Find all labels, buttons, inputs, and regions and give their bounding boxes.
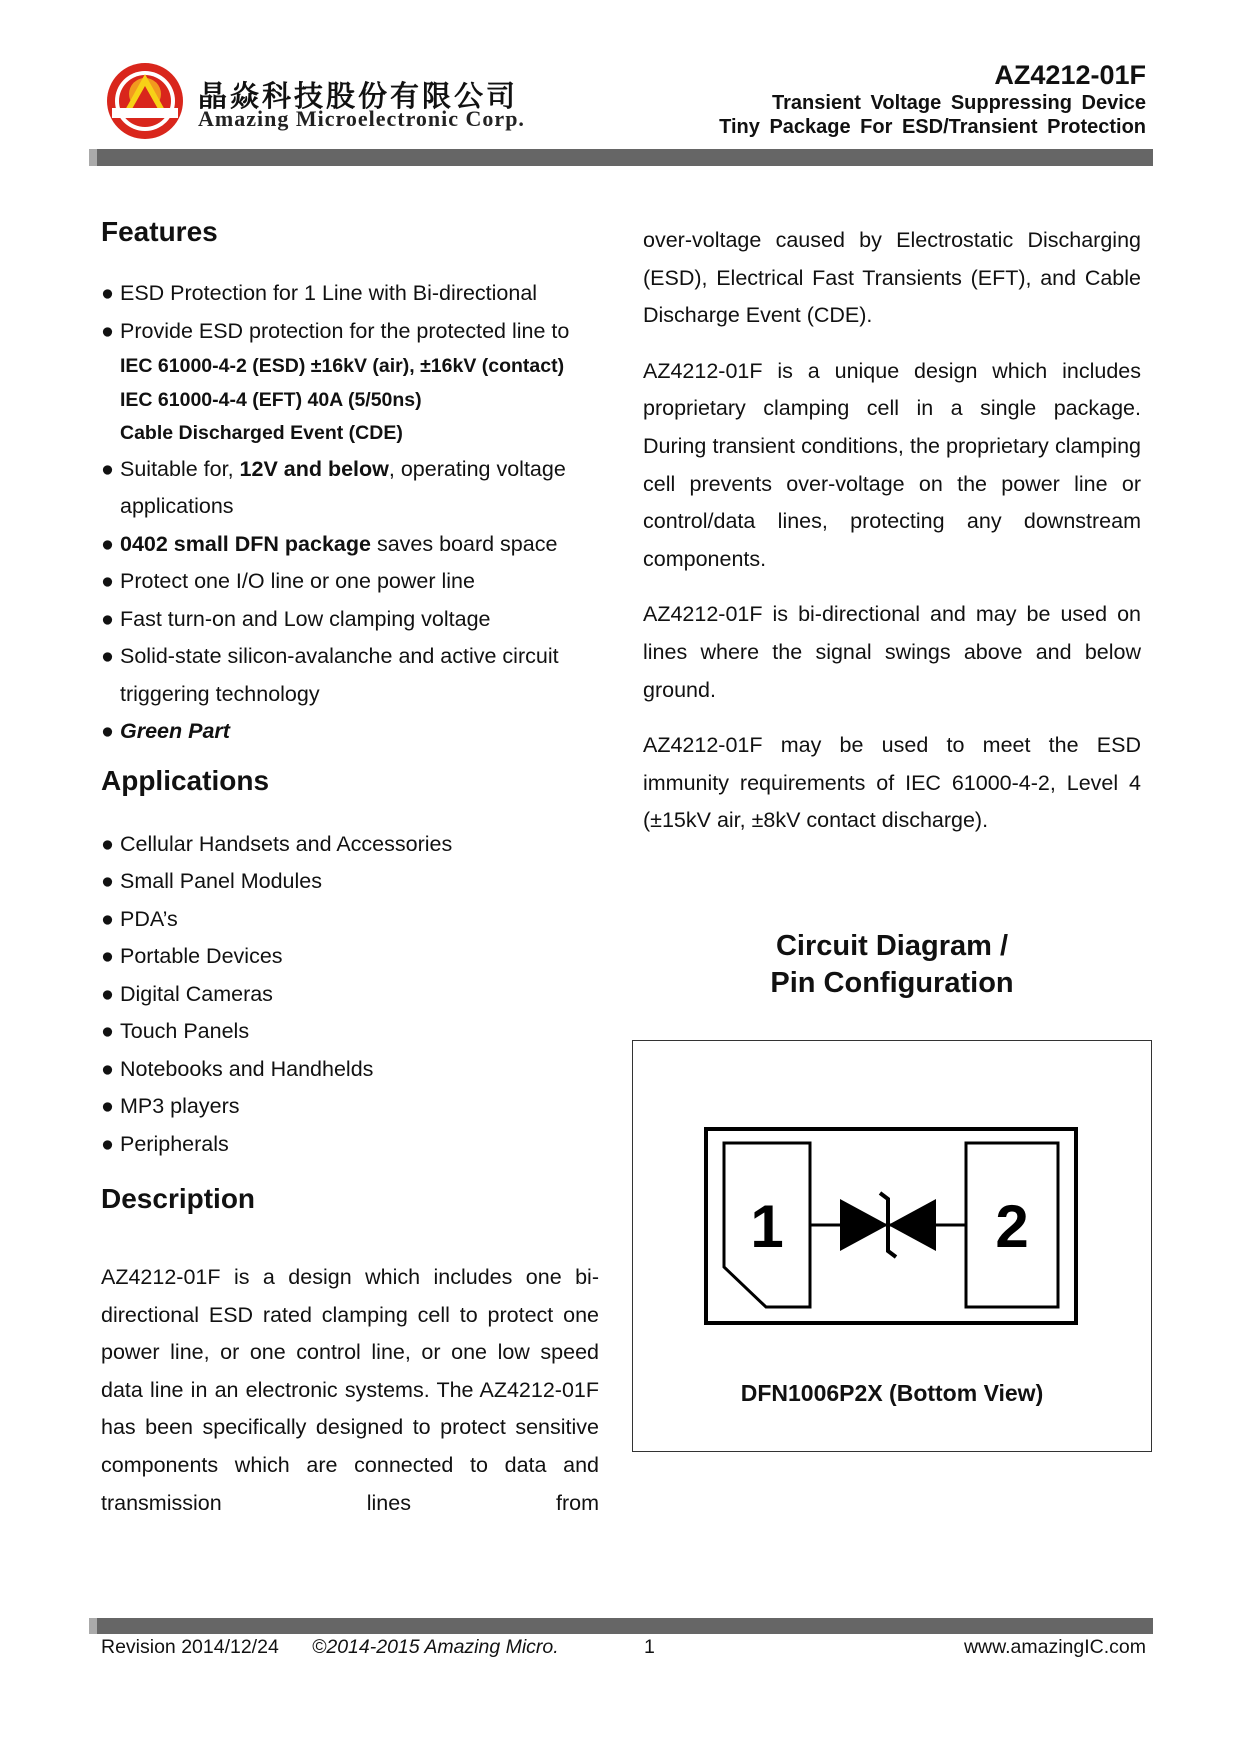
footer-website-link[interactable]: www.amazingIC.com: [963, 1636, 1146, 1658]
description-title: Description: [101, 1183, 256, 1214]
company-logo-icon: [104, 60, 186, 142]
footer-page-number: 1: [644, 1636, 655, 1658]
feature-item: ● Solid-state silicon-avalanche and active circuit triggering technology: [101, 644, 559, 706]
company-name-chinese: 晶焱科技股份有限公司: [198, 79, 519, 113]
applications-list: [101, 826, 599, 1164]
pin2-label: 2: [995, 1193, 1029, 1260]
circuit-diagram-title: Circuit Diagram / Pin Configuration: [770, 930, 1014, 999]
pin1-label: 1: [750, 1193, 784, 1260]
feature-subitem: Cable Discharged Event (CDE): [120, 422, 403, 444]
applications-title: Applications: [101, 764, 270, 796]
feature-item: ● Provide ESD protection for the protected line to: [101, 318, 570, 343]
application-item: ● Portable Devices: [101, 944, 283, 968]
right-column: [643, 222, 1141, 858]
feature-item: ● Protect one I/O line or one power line: [101, 569, 475, 593]
tvs-diode-right-icon: [888, 1199, 936, 1251]
package-caption: DFN1006P2X (Bottom View): [740, 1380, 1044, 1406]
company-name-english: Amazing Microelectronic Corp.: [198, 106, 525, 131]
feature-subitem: IEC 61000-4-2 (ESD) ±16kV (air), ±16kV (contact): [120, 355, 565, 377]
part-number: AZ4212-01F: [994, 60, 1146, 90]
description-paragraph: over-voltage caused by Electrostatic Discharging (ESD), Electrical Fast Transients (EFT), and Cable Discharge Event (CDE).: [643, 228, 1141, 328]
application-item: ● Peripherals: [101, 1131, 229, 1156]
application-item: ● Notebooks and Handhelds: [101, 1056, 374, 1081]
application-item: ● Touch Panels: [101, 1019, 250, 1043]
features-list: [101, 275, 599, 751]
application-item: ● PDA’s: [101, 906, 178, 931]
application-item: ● MP3 players: [101, 1094, 240, 1118]
feature-item: ● Fast turn-on and Low clamping voltage: [101, 606, 491, 631]
application-item: ● Small Panel Modules: [101, 869, 322, 893]
pin-configuration-diagram: [704, 1127, 1078, 1327]
left-column: [101, 212, 599, 1522]
feature-item: ● Suitable for, 12V and below, operating voltage applications: [101, 456, 566, 518]
application-item: ● Digital Cameras: [101, 981, 273, 1006]
description-paragraph: AZ4212-01F is a unique design which includes proprietary clamping cell in a single package. During transient conditions, the proprietary clamping cell prevents over-voltage on the power line or control/data lines, protecting any downstream components.: [643, 358, 1141, 571]
footer-divider: [89, 1618, 1153, 1634]
application-item: ● Cellular Handsets and Accessories: [101, 831, 453, 856]
footer-revision: Revision 2014/12/24: [101, 1636, 279, 1658]
subtitle-line2: Tiny Package For ESD/Transient Protection: [719, 116, 1146, 138]
tvs-diode-left-icon: [840, 1199, 888, 1251]
feature-subitem: IEC 61000-4-4 (EFT) 40A (5/50ns): [120, 388, 422, 411]
features-title: Features: [101, 216, 218, 247]
subtitle-line1: Transient Voltage Suppressing Device: [772, 92, 1146, 114]
description-text-left: AZ4212-01F is a design which includes one bi-directional ESD rated clamping cell to protect one power line, or one control line, or one low speed data line in an electronic systems. The AZ4212-01F has been specifically designed to protect sensitive components which are connected to data and transmission lines from: [101, 1265, 599, 1515]
footer-copyright: ©2014-2015 Amazing Micro.: [312, 1636, 559, 1658]
feature-item: ● Green Part: [101, 719, 230, 743]
feature-item: ● ESD Protection for 1 Line with Bi-directional: [101, 281, 538, 305]
feature-item: ● 0402 small DFN package saves board space: [101, 531, 558, 556]
description-paragraph: AZ4212-01F may be used to meet the ESD immunity requirements of IEC 61000-4-2, Level 4 (±15kV air, ±8kV contact discharge).: [643, 733, 1141, 833]
header-divider: [89, 149, 1153, 166]
description-paragraph: AZ4212-01F is bi-directional and may be used on lines where the signal swings above and below ground.: [643, 602, 1141, 702]
